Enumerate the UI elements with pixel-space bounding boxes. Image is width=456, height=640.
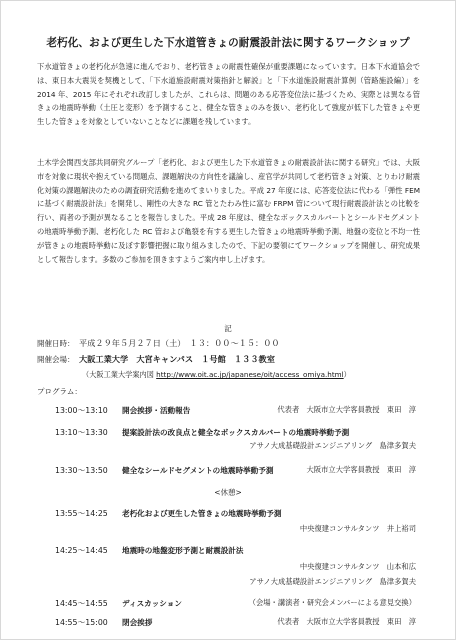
event-venue-label: 開催会場：: [37, 355, 75, 364]
program-speaker: 代表者 大阪市立大学客員教授 東田 淳: [277, 617, 416, 626]
event-date-row: [37, 338, 280, 349]
document-title: 老朽化、および更生した下水道管きょの耐震設計法に関するワークショップ: [46, 37, 410, 49]
event-date-value: 平成２９年５月２７日（土） １３：００～１５：００: [79, 338, 280, 348]
access-suffix: ）: [343, 370, 351, 379]
program-time: 13:30～13:50: [55, 466, 108, 475]
event-date-label: 開催日時：: [37, 339, 75, 348]
intro-paragraph-2: 土木学会関西支部共同研究グループ「老朽化、および更生した下水道管きょの耐震設計法に関する研究」では、大阪市を対象に現状や抱えている問題点、課題解決の方向性を議論し、産官学が共同して老朽管きょ対策、とりわけ耐震化対策の課題解決のための調査研究活動を進めてまいりました。平成 27 年度には、応答変位法に代わる「弾性 FEM に基づく耐震設計法」を開発し、剛性の大きな RC 管とたわみ性に富む FRPM 管について現行耐震設計法との比較を行い、両者の予測が異なることを報告しました。平成 28 年度は、健全なボックスカルバートとシールドセグメントの地震時挙動予測、老朽化した RC 管および亀裂を有する更生した管きょの地震時挙動予測、地盤の変位と不均一性が管きょの地震時挙動に及ぼす影響把握に取り組みましたので、下記の要領にてワークショップを開催し、研究成果として報告します。多数のご参加を頂きますようご案内申し上げます。: [37, 158, 420, 264]
program-label: プログラム：: [37, 387, 82, 396]
program-time: 13:55～14:25: [55, 509, 108, 518]
program-title: 閉会挨拶: [122, 618, 153, 627]
program-time: 14:55～15:00: [55, 618, 108, 627]
intro-paragraph-1: 下水道管きょの老朽化が急速に進んでおり、老朽管きょの耐震性確保が重要課題になっています。日本下水道協会では、東日本大震災を契機として、「下水道施設耐震対策指針と解説」と「下水道施設耐震計算例（管路施設編）」を 2014 年、2015 年にそれぞれ改訂しましたが、これらは、問題のある応答変位法に基づくため、実際とは異なる管きょの地震時挙動（土圧と変形）を予測すること、健全な管きょのみを扱い、老朽化して強度が低下した管きょや更生した管きょを対象としていないことなどに課題を残しています。: [37, 62, 420, 127]
ki-heading: 記: [224, 324, 232, 333]
access-map-note: [82, 370, 351, 380]
program-title: 地震時の地盤変形予測と耐震設計法: [122, 546, 244, 555]
program-speaker: 大阪市立大学客員教授 東田 淳: [306, 465, 416, 474]
program-title: 老朽化および更生した管きょの地震時挙動予測: [122, 509, 282, 518]
program-title: ディスカッション: [122, 599, 182, 608]
program-time: 14:25～14:45: [55, 546, 108, 555]
break-label: <休憩>: [214, 488, 242, 497]
program-time: 13:00～13:10: [55, 406, 108, 415]
program-speaker: アサノ大成基礎設計エンジニアリング 島津多賀夫: [249, 441, 416, 450]
event-venue-value: 大阪工業大学 大宮キャンパス １号館 １３３教室: [79, 354, 275, 364]
program-speaker: （会場・講演者・研究会メンバーによる意見交換）: [248, 598, 416, 607]
program-title: 健全なシールドセグメントの地震時挙動予測: [122, 466, 274, 475]
program-title: 提案設計法の改良点と健全なボックスカルバートの地震時挙動予測: [122, 428, 350, 437]
program-time: 14:45～14:55: [55, 599, 108, 608]
event-venue-row: [37, 354, 275, 365]
program-speaker: 代表者 大阪市立大学客員教授 東田 淳: [277, 405, 416, 414]
program-speaker: アサノ大成基礎設計エンジニアリング 島津多賀夫: [249, 577, 416, 586]
access-map-link[interactable]: http://www.oit.ac.jp/japanese/oit/access_omiya.html: [156, 370, 344, 379]
program-speaker: 中央復建コンサルタンツ 井上裕司: [299, 524, 416, 533]
access-prefix: （大阪工業大学案内図: [82, 370, 157, 379]
program-speaker: 中央復建コンサルタンツ 山本和広: [299, 562, 416, 571]
program-time: 13:10～13:30: [55, 428, 108, 437]
program-title: 開会挨拶・活動報告: [122, 406, 191, 415]
